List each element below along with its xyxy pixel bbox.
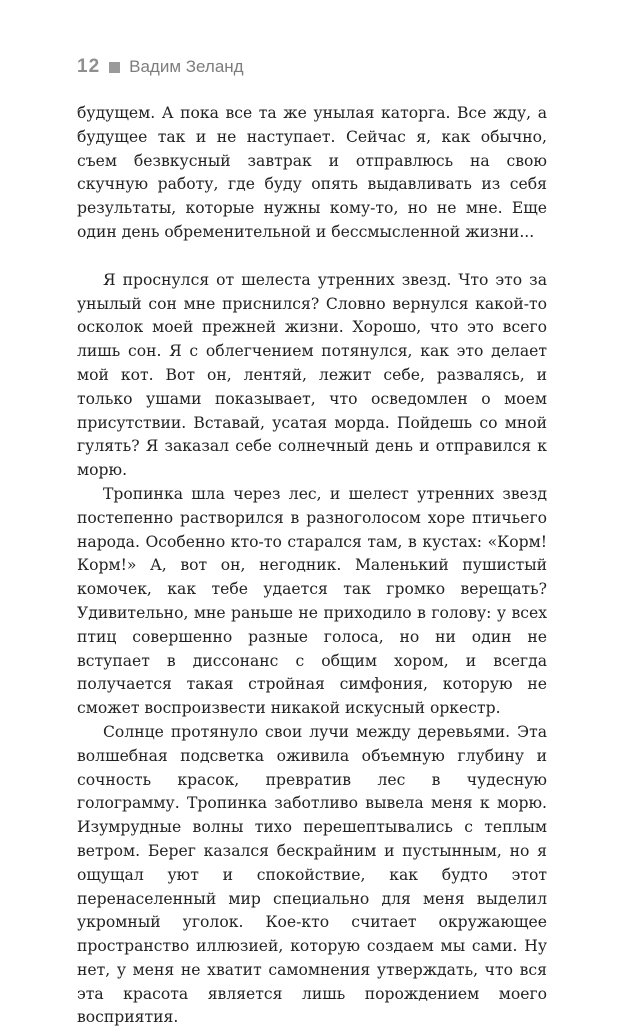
- paragraph: Тропинка шла через лес, и шелест утренних звезд постепенно растворился в разноголосом хоре птичьего народа. Особенно кто-то старался там, в кустах: «Корм! Корм!» А, вот он, негодник. Маленький пушистый комочек, как тебе удается так громко верещать? Удивительно, мне раньше не приходило в голову: у всех птиц совершенно разные голоса, но ни один не вступает в диссонанс с общим хором, и всегда получается такая стройная симфония, которую не сможет воспроизвести никакой искусный оркестр.: [77, 484, 547, 718]
- paragraph: Солнце протянуло свои лучи между деревьями. Эта волшебная подсветка оживила объемную глубину и сочность красок, превратив лес в чудесную голограмму. Тропинка заботливо вывела меня к морю. Изумрудные волны тихо перешептывались с теплым ветром. Берег казался бескрайним и пустынным, но я ощущал уют и спокойствие, как будто этот перенаселенный мир специально для меня выделил укромный уголок. Кое-кто считает окружающее пространство иллюзией, которую создаем мы сами. Ну нет, у меня не хватит самомнения утверждать, что вся эта красота является лишь порождением моего восприятия.: [77, 722, 547, 1027]
- author-name: Вадим Зеланд: [129, 57, 244, 76]
- paragraph: Я проснулся от шелеста утренних звезд. Что это за унылый сон мне приснился? Словно вернулся какой-то осколок моей прежней жизни. Хорошо, что это всего лишь сон. Я с облегчением потянулся, как это делает мой кот. Вот он, лентяй, лежит себе, развалясь, и только ушами показывает, что осведомлен о моем присутствии. Вставай, усатая морда. Пойдешь со мной гулять? Я заказал себе солнечный день и отправился к морю.: [77, 270, 547, 480]
- body-text: [77, 102, 547, 1030]
- paragraph: будущем. А пока все та же унылая каторга. Все жду, а будущее так и не наступает. Сейчас я, как обычно, съем безвкусный завтрак и отправлюсь на свою скучную работу, где буду опять выдавливать из себя результаты, которые нужны кому-то, но не мне. Еще один день обременительной и бессмысленной жизни...: [77, 104, 547, 241]
- square-bullet-icon: [109, 62, 120, 73]
- running-head: [77, 56, 244, 78]
- page-number: 12: [77, 56, 101, 77]
